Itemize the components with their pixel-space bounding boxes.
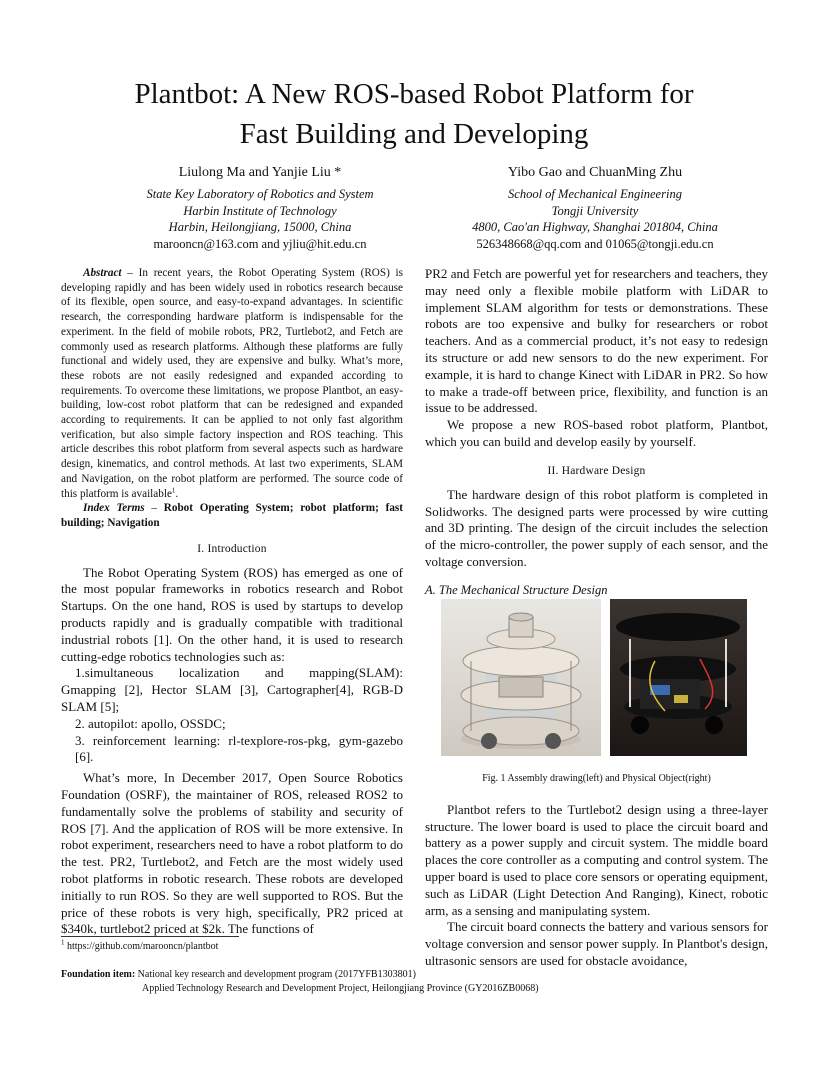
abstract-end: .: [175, 487, 179, 500]
section-heading-hardware: II. Hardware Design: [547, 464, 646, 477]
author-block-left: [100, 163, 420, 252]
physical-object-image: [610, 599, 747, 756]
assembly-drawing-svg: [441, 599, 601, 756]
intro-paragraph-1: The Robot Operating System (ROS) has emerged as one of the most popular frameworks in robotics research and Robot Startups. On the one hand, ROS is used by startups to develop products rapidly and is gradually compatible with traditional industrial robots [1]. On the other hand, it is used to research cutting-edge robotics technologies such as:: [61, 564, 403, 664]
abstract-label: Abstract: [83, 267, 122, 279]
abstract-dash: –: [121, 267, 139, 279]
footnote: [61, 938, 219, 952]
assembly-drawing-image: [441, 599, 601, 756]
affiliation-right-2: Tongji University: [551, 203, 639, 218]
affiliation-left-3: Harbin, Heilongjiang, 15000, China: [168, 220, 352, 234]
left-column: [61, 266, 403, 938]
author-block-right: [430, 163, 760, 252]
foundation-item: [61, 968, 539, 996]
footnote-mark: 1: [171, 485, 176, 494]
footnote-url: https://github.com/marooncn/plantbot: [64, 941, 219, 952]
hardware-paragraph-2: Plantbot refers to the Turtlebot2 design using a three-layer structure. The lower board is used to place the circuit board and battery as a power supply and circuit system. The middle board places the core controller as a computing and control system. The upper board is used to place core sensors or operating equipment, such as LiDAR (Light Detection And Ranging), Kinect, robotic arm, as a sensing and manipulating system.: [425, 801, 768, 918]
intro-paragraph-3: PR2 and Fetch are powerful yet for researchers and teachers, they may need only a flexible mobile platform with LiDAR to implement SLAM algorithm for tests or demonstrations. These robots are too expensive and bulky for researchers or robot teachers. And as a commercial product, it’s not easy to redesign its structure or add new sensors to do the new experiment. For example, it is hard to change Kinect with LiDAR in PR2. So how to make a trade-off between price, flexibility, and function is an issue to be addressed.: [425, 266, 768, 416]
footnote-divider: [61, 936, 239, 937]
author-names-left: Liulong Ma and Yanjie Liu *: [178, 165, 342, 180]
foundation-line-2: Applied Technology Research and Development Project, Heilongjiang Province (GY2016ZB0068): [142, 983, 539, 994]
physical-object-svg: [610, 599, 747, 756]
subsection-heading-mechanical: A. The Mechanical Structure Design: [425, 582, 608, 597]
affiliation-left-1: State Key Laboratory of Robotics and System: [146, 187, 374, 201]
index-terms-dash: –: [144, 502, 164, 515]
email-left: marooncn@163.com and yjliu@hit.edu.cn: [153, 236, 367, 251]
index-terms-label: Index Terms: [83, 502, 145, 515]
index-terms-text: Robot Operating System; robot platform; fast building; Navigation: [61, 502, 403, 529]
list-item-2: 2. autopilot: apollo, OSSDC;: [75, 715, 226, 731]
section-heading-introduction: I. Introduction: [197, 542, 267, 555]
hardware-paragraph-1: The hardware design of this robot platform is completed in Solidworks. The designed parts were processed by wire cutting and 3D printing. The design of the circuit includes the selection of the micro-controller, the power supply of each sensor, and the voltage conversion.: [425, 486, 768, 569]
footnote-number: 1: [61, 938, 65, 947]
title-line-2: Fast Building and Developing: [239, 118, 589, 150]
email-right: 526348668@qq.com and 01065@tongji.edu.cn: [476, 236, 714, 251]
title-line-1: Plantbot: A New ROS-based Robot Platform for: [134, 78, 694, 110]
foundation-label: Foundation item:: [61, 969, 136, 980]
index-terms: [61, 501, 403, 530]
affiliation-left-2: Harbin Institute of Technology: [183, 203, 337, 218]
intro-paragraph-4: We propose a new ROS-based robot platform, Plantbot, which you can build and develop easily by yourself.: [425, 417, 768, 449]
list-item-1: [61, 665, 403, 715]
foundation-line-1: National key research and development program (2017YFB1303801): [135, 969, 416, 980]
abstract-text: In recent years, the Robot Operating System (ROS) is developing rapidly and has been widely used in robotics research because of its flexible, open source, and easy-to-expand advantages. In scientific research, the corresponding hardware platform is indispensable for the experiment. In the field of mobile robots, PR2, Turtlebot2, and Fetch are commonly used as research platforms. Although these platforms are fully functional and widely used, they are expensive and bulky. What’s more, these robots are not easily redesigned and expanded according to requirements. To overcome these limitations, we propose Plantbot, an easy-building, low-cost robot platform that can be redesigned and expanded according to requirements. It can be applied to not only fast algorithm verification, but also simple factory inspection and ROS teaching. This article describes this robot platform from several aspects such as hardware design, kinematics, and control methods. At last two experiments, SLAM and Navigation, on the robot platform are performed. The source code of this platform is available: [61, 267, 404, 500]
list-item-1-rest: Gmapping [2], Hector SLAM [3], Cartographer[4], RGB-D SLAM [5];: [61, 682, 403, 715]
figure-1: [441, 599, 751, 756]
affiliation-right-1: School of Mechanical Engineering: [508, 187, 682, 201]
abstract: [61, 266, 403, 501]
intro-paragraph-2: What’s more, In December 2017, Open Source Robotics Foundation (OSRF), the maintainer of ROS, released ROS2 to fundamentally solve the problems of stability and security of ROS [7]. And the application of ROS will be more extensive. In robot experiment, researchers need to have a robot platform to do the test. PR2, Turtlebot2, and Fetch are the most widely used robot platforms in robotic research. These robots are developed initially to run ROS. So they are well supported to ROS. But the price of these robots is very high, specifically, PR2 priced at $340k, turtlebot2 priced at $2k. The functions of: [61, 770, 403, 937]
affiliation-right-3: 4800, Cao'an Highway, Shanghai 201804, China: [472, 220, 718, 234]
hardware-paragraph-3: The circuit board connects the battery and various sensors for voltage conversion and sensor power supply. In Plantbot's design, ultrasonic sensors are used for obstacle avoidance,: [425, 919, 768, 968]
paper-title: [0, 74, 828, 154]
list-item-3: 3. reinforcement learning: rl-texplore-ros-pkg, gym-gazebo [6].: [75, 732, 403, 765]
figure-1-caption: Fig. 1 Assembly drawing(left) and Physical Object(right): [482, 773, 711, 784]
list-item-1-first: 1.simultaneous localization and mapping(SLAM):: [75, 665, 403, 681]
author-names-right: Yibo Gao and ChuanMing Zhu: [507, 165, 683, 180]
